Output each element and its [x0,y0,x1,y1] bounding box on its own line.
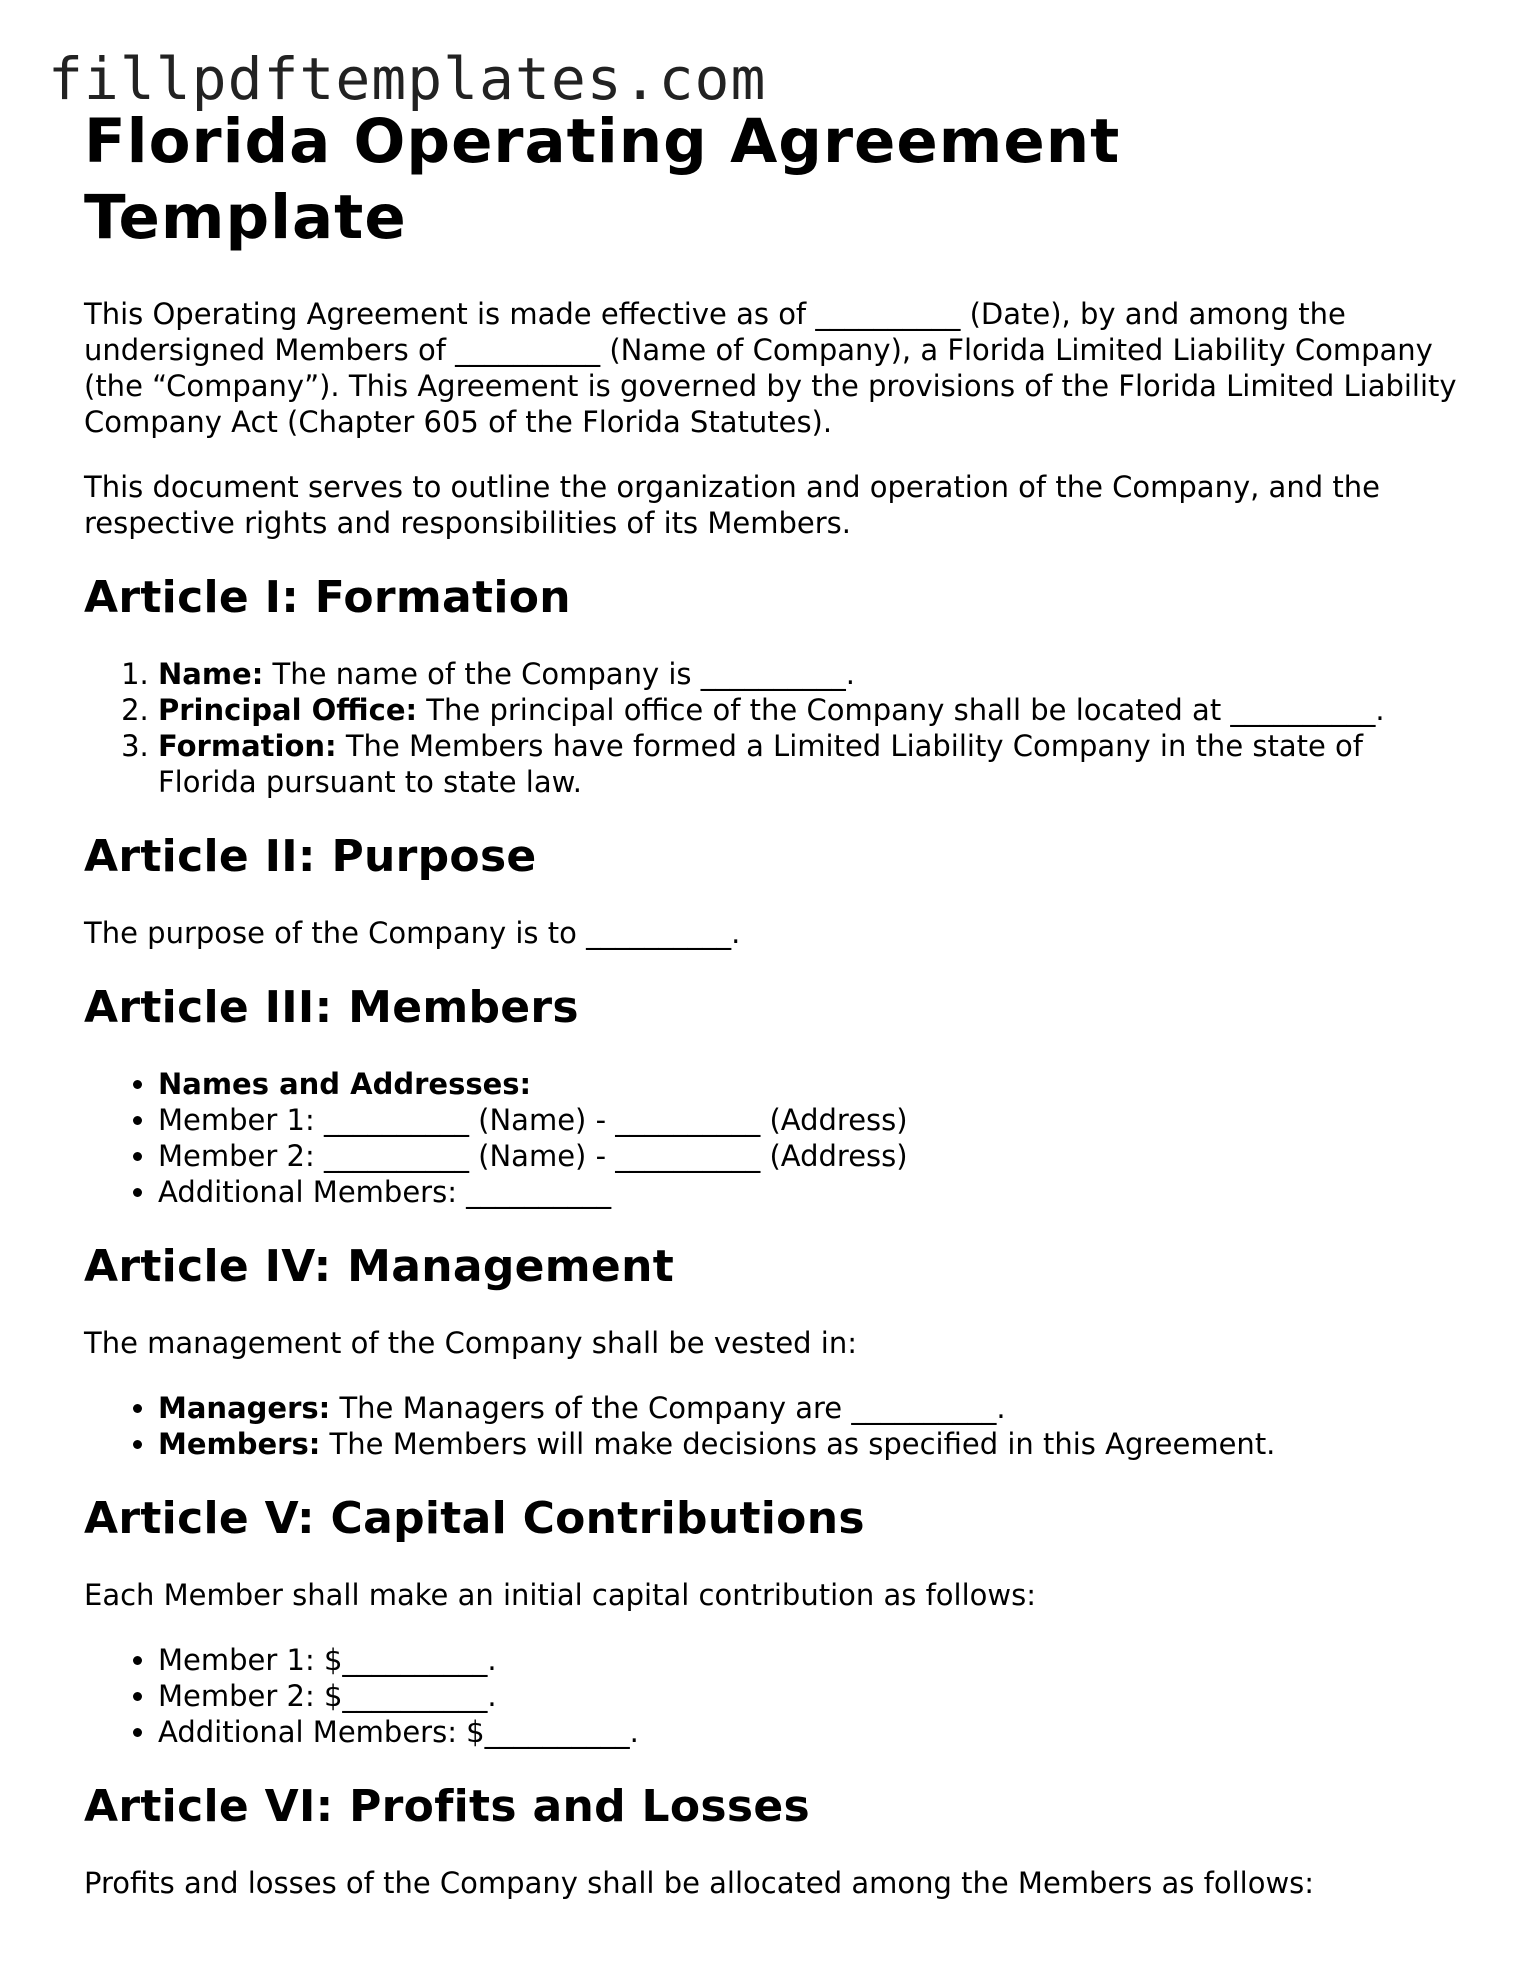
article-1-heading: Article I: Formation [84,572,571,623]
item-text: The Managers of the Company are __________. [330,1391,1006,1425]
item-text: The name of the Company is __________. [263,657,855,691]
item-label: Principal Office: [158,693,418,727]
item-text: The Members have formed a Limited Liability Company in the state of Florida pursuant to state law. [158,729,1364,799]
item-text: The principal office of the Company shall be located at __________. [417,693,1385,727]
article-3-heading: Article III: Members [84,982,579,1033]
list-item [158,1066,1464,1102]
purpose-paragraph: The purpose of the Company is to __________. [84,916,741,950]
item-label: Name: [158,657,264,691]
list-item [158,656,1464,692]
list-item [158,1426,1464,1462]
list-item: • Additional Members: $__________. [158,1714,1464,1750]
list-item: • Member 1: $__________. [158,1642,1464,1678]
list-item: • Member 2: __________ (Name) - __________ (Address) [158,1138,1464,1174]
list-item: • Additional Members: __________ [158,1174,1464,1210]
formation-list [84,656,1464,800]
intro-paragraph-1: This Operating Agreement is made effective as of __________ (Date), by and among the undersigned Members of __________ (Name of Company), a Florida Limited Liability Company (the “Company”). This Agreement is governed by the provisions of the Florida Limited Liability Company Act (Chapter 605 of the Florida Statutes). [84,297,1457,439]
item-label: Managers: [158,1391,331,1425]
article-2-section [84,829,1464,951]
item-label: Members: [158,1427,321,1461]
list-item: • Member 1: __________ (Name) - __________ (Address) [158,1102,1464,1138]
article-6-heading: Article VI: Profits and Losses [84,1781,810,1832]
intro-paragraph-2: This document serves to outline the organization and operation of the Company, and the respective rights and responsibilities of its Members. [84,470,1380,540]
members-list [84,1066,1464,1210]
article-3-section [84,980,1464,1210]
capital-paragraph: Each Member shall make an initial capital contribution as follows: [84,1578,1036,1612]
article-2-heading: Article II: Purpose [84,831,537,882]
management-paragraph: The management of the Company shall be vested in: [84,1326,858,1360]
article-4-section [84,1239,1464,1462]
article-4-heading: Article IV: Management [84,1241,675,1292]
article-6-section [84,1779,1464,1901]
item-label: Names and Addresses: [158,1067,532,1101]
list-item [158,1390,1464,1426]
watermark: fillpdftemplates.com [48,45,767,113]
article-5-section [84,1491,1464,1750]
item-label: Formation: [158,729,337,763]
document-body [84,104,1464,1930]
list-item [158,728,1464,800]
profits-paragraph: Profits and losses of the Company shall be allocated among the Members as follows: [84,1866,1315,1900]
document-title: Florida Operating Agreement Template [84,106,1121,253]
article-5-heading: Article V: Capital Contributions [84,1493,865,1544]
management-list [84,1390,1464,1462]
article-1-section [84,570,1464,800]
list-item: • Member 2: $__________. [158,1678,1464,1714]
capital-list [84,1642,1464,1750]
item-text: The Members will make decisions as specified in this Agreement. [320,1427,1276,1461]
list-item [158,692,1464,728]
